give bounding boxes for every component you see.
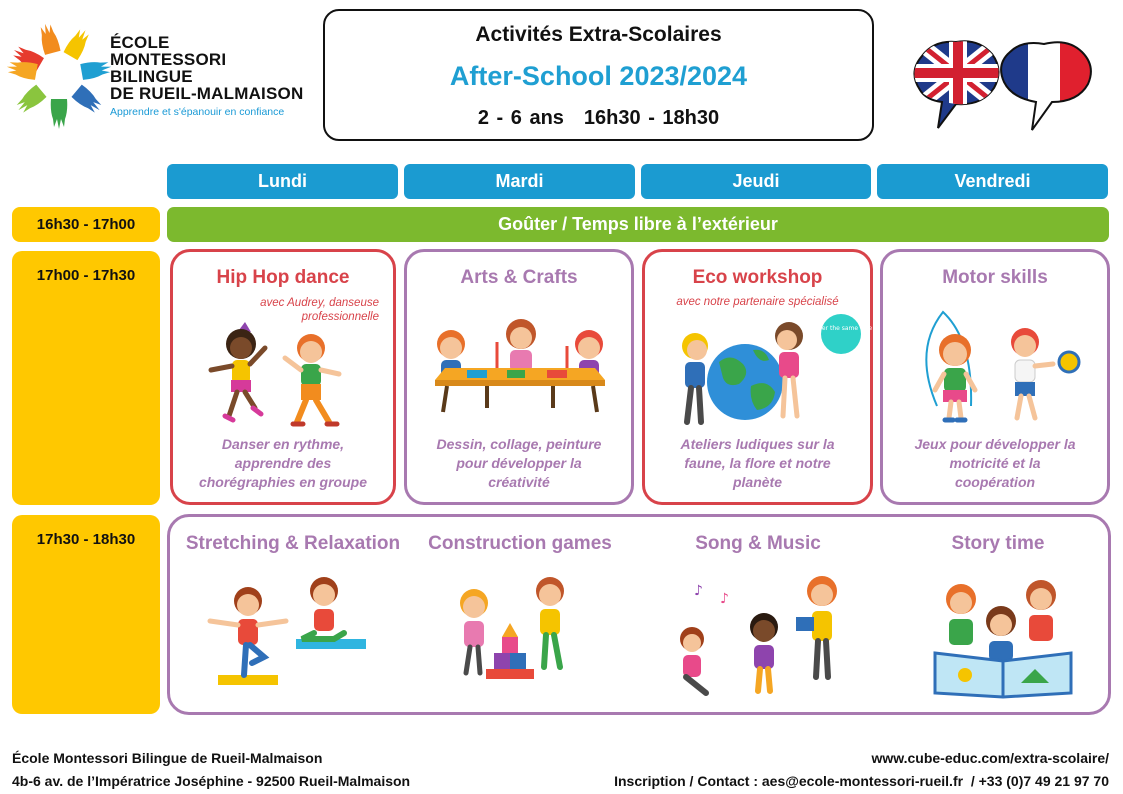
- day-header-friday: Vendredi: [877, 164, 1108, 199]
- france-flag-bubble-icon: [996, 34, 1100, 134]
- logo-line-4: DE RUEIL-MALMAISON: [110, 84, 304, 103]
- activity-description: [891, 435, 1099, 492]
- activity-description-line-2: pour développer la: [456, 455, 582, 471]
- day-header-monday: Lundi: [167, 164, 398, 199]
- logo-wordmark: [110, 34, 303, 102]
- logo-tagline: Apprendre et s'épanouir en confiance: [110, 106, 285, 118]
- logo-line-1: ÉCOLE: [110, 33, 170, 52]
- time-slot-1: 16h30 - 17h00: [12, 207, 160, 242]
- logo-line-3: BILINGUE: [110, 67, 193, 86]
- colorful-hands-icon: [10, 28, 108, 124]
- activity-description: [653, 435, 862, 492]
- footer-school-name: École Montessori Bilingue de Rueil-Malmaison: [12, 750, 323, 766]
- activity-subtitle: avec notre partenaire spécialisé: [676, 296, 839, 308]
- under-the-same-tree-badge-icon: [810, 314, 872, 354]
- activity-card-hip-hop: [170, 249, 396, 505]
- age-and-hours: [325, 107, 872, 130]
- uk-flag-bubble-icon: [908, 34, 1008, 128]
- kids-yoga-icon: [200, 569, 370, 699]
- activity-title-construction: Construction games: [428, 533, 612, 554]
- activity-title-story-time: Story time: [951, 533, 1045, 554]
- dancing-kids-icon: [183, 324, 383, 430]
- activity-description-line-1: Danser en rythme,: [221, 436, 345, 452]
- activity-title: Hip Hop dance: [216, 267, 350, 288]
- activity-subtitle-line-2: professionnelle: [301, 311, 379, 323]
- kids-building-blocks-icon: [440, 573, 590, 693]
- time-slot-2: 17h00 - 17h30: [12, 251, 160, 505]
- logo-line-2: MONTESSORI: [110, 50, 227, 69]
- activity-description-line-3: coopération: [954, 474, 1036, 490]
- day-header-tuesday: Mardi: [404, 164, 635, 199]
- page-title: Activités Extra-Scolaires: [475, 23, 722, 46]
- footer-website-link[interactable]: www.cube-educ.com/extra-scolaire/: [871, 750, 1109, 766]
- activity-description-line-1: Jeux pour développer la: [914, 436, 1076, 452]
- svg-text:♪: ♪: [720, 591, 729, 607]
- activity-card-motor-skills: [880, 249, 1110, 505]
- time-slot-3: 17h30 - 18h30: [12, 515, 160, 714]
- page-subtitle: After-School 2023/2024: [449, 61, 748, 91]
- snack-bar: Goûter / Temps libre à l’extérieur: [167, 207, 1109, 242]
- activity-title-song-music: Song & Music: [695, 533, 821, 554]
- svg-text:♪: ♪: [694, 583, 703, 599]
- footer-street-address: 4b-6 av. de l’Impératrice Joséphine - 92500 Rueil-Malmaison: [12, 773, 411, 789]
- activity-title: Eco workshop: [692, 267, 823, 288]
- kids-singing-music-icon: [670, 565, 860, 699]
- kids-reading-book-icon: [925, 573, 1085, 699]
- activity-description-line-2: motricité et la: [949, 455, 1041, 471]
- activity-card-eco-workshop: [642, 249, 873, 505]
- activity-description-line-3: chorégraphies en groupe: [198, 474, 368, 490]
- activity-title: Arts & Crafts: [460, 267, 578, 288]
- activity-description: [181, 435, 385, 492]
- activity-description-line-1: Dessin, collage, peinture: [436, 436, 602, 452]
- uk-france-flags-icon: [908, 34, 1098, 138]
- activity-description: [415, 435, 623, 492]
- age-range: 2 - 6 ans: [477, 107, 564, 129]
- title-box: [323, 9, 874, 141]
- activity-subtitle: [260, 296, 379, 324]
- activity-card-arts-crafts: [404, 249, 634, 505]
- activity-description-line-1: Ateliers ludiques sur la: [680, 436, 835, 452]
- activity-description-line-2: faune, la flore et notre: [684, 455, 831, 471]
- activity-description-line-3: planète: [732, 474, 782, 490]
- evening-activities-card: [167, 514, 1111, 715]
- hours-range: 16h30 - 18h30: [583, 107, 720, 129]
- school-logo: [10, 28, 310, 124]
- activity-title: Motor skills: [942, 267, 1048, 288]
- badge-text: Under the same tree: [809, 325, 873, 332]
- activity-subtitle-line-1: avec Audrey, danseuse: [260, 297, 379, 309]
- activity-description-line-3: créativité: [488, 474, 550, 490]
- footer-address: [12, 747, 410, 793]
- kids-hugging-earth-icon: [655, 312, 873, 428]
- footer-contact-info[interactable]: Inscription / Contact : aes@ecole-montessori-rueil.fr / +33 (0)7 49 21 97 70: [614, 773, 1109, 789]
- activity-description-line-2: apprendre des: [234, 455, 332, 471]
- kids-crafting-table-icon: [417, 312, 623, 416]
- kids-jump-rope-ball-icon: [893, 310, 1099, 424]
- day-header-thursday: Jeudi: [641, 164, 871, 199]
- footer-contact: [614, 747, 1109, 793]
- activity-title-stretching: Stretching & Relaxation: [185, 533, 401, 554]
